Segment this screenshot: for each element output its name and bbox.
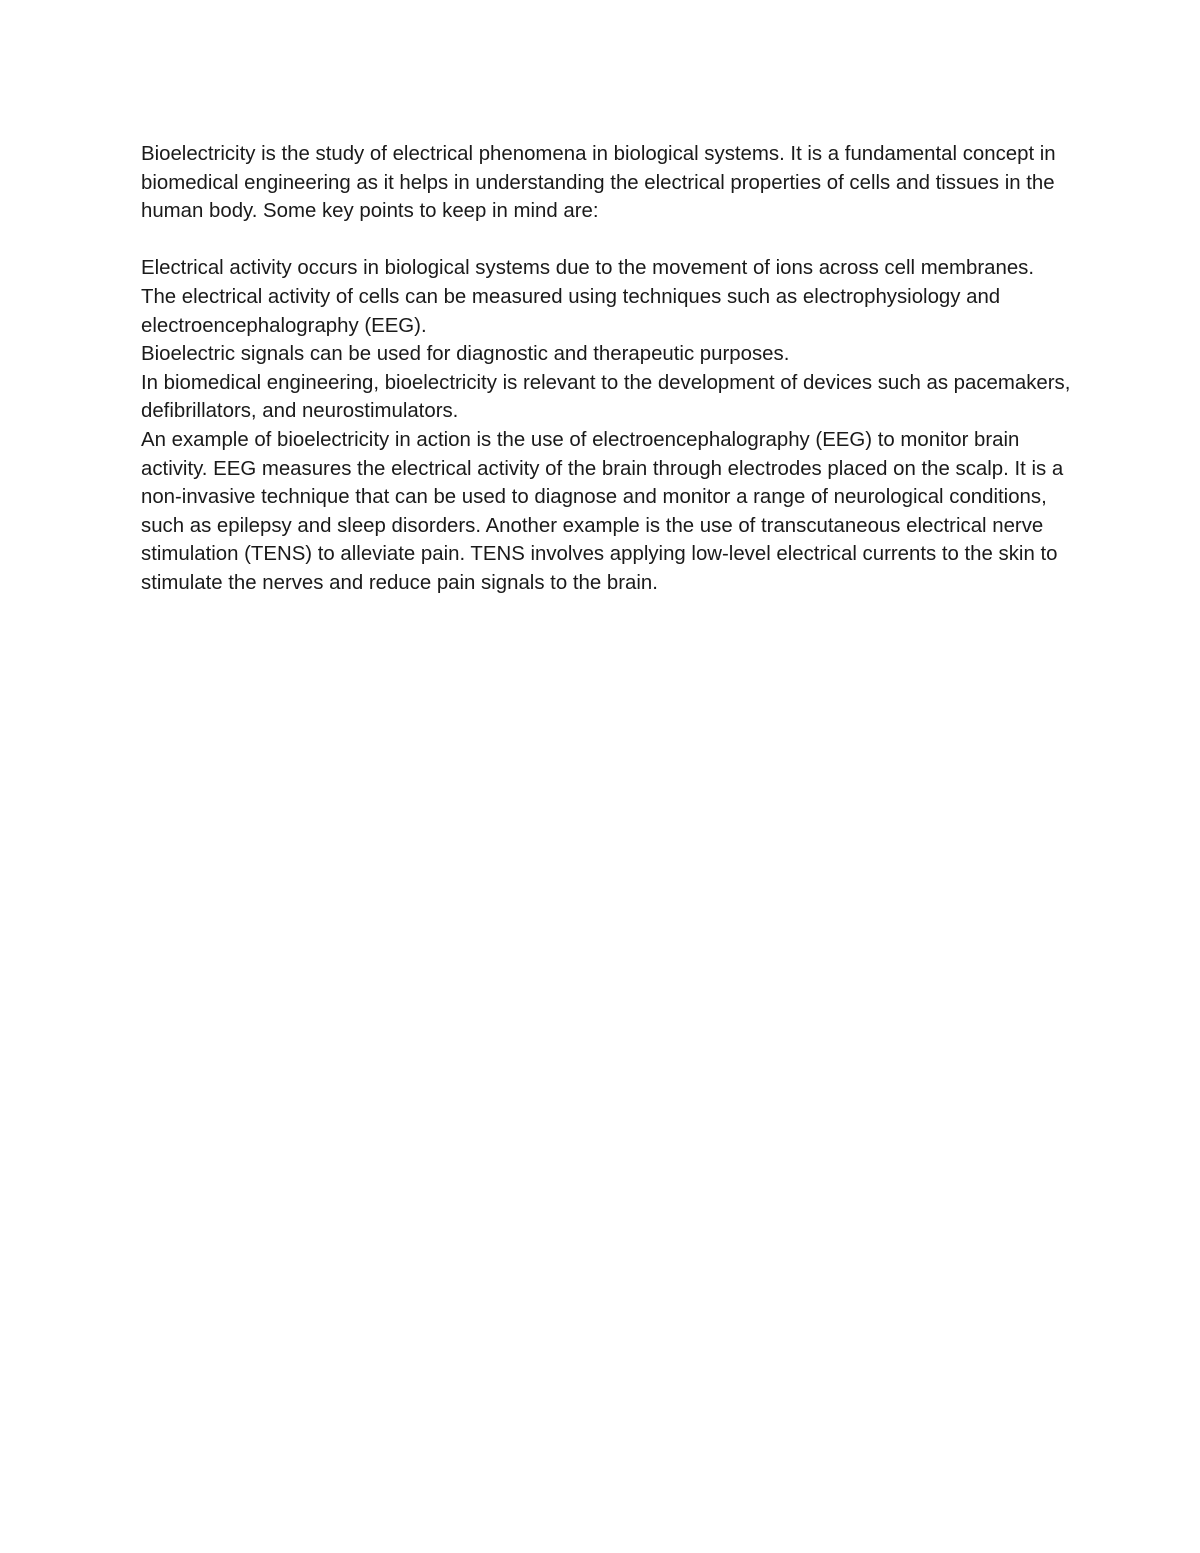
intro-paragraph: Bioelectricity is the study of electrical phenomena in biological systems. It is a fundamental concept in biomedical engineering as it helps in understanding the electrical properties of cells and tissues in the human body. Some key points to keep in mind are: (141, 143, 1056, 223)
key-point-diagnostic-use: Bioelectric signals can be used for diagnostic and therapeutic purposes. (141, 343, 790, 366)
example-paragraph: An example of bioelectricity in action is the use of electroencephalography (EEG) to monitor brain activity. EEG measures the electrical activity of the brain through electrodes placed on the scalp. It is a non-invasive technique that can be used to diagnose and monitor a range of neurological conditions, such as epilepsy and sleep disorders. Another example is the use of transcutaneous electrical nerve stimulation (TENS) to alleviate pain. TENS involves applying low-level electrical currents to the skin to stimulate the nerves and reduce pain signals to the brain. (141, 428, 1064, 594)
key-point-ion-movement: Electrical activity occurs in biological systems due to the movement of ions across cell membranes. (141, 257, 1035, 280)
key-point-measurement: The electrical activity of cells can be measured using techniques such as electrophysiology and electroencephalography (EEG). (141, 285, 1001, 337)
key-point-devices: In biomedical engineering, bioelectricity is relevant to the development of devices such as pacemakers, defibrillators, and neurostimulators. (141, 371, 1071, 423)
paragraph-spacer (141, 226, 1071, 255)
document-body (141, 140, 1071, 598)
